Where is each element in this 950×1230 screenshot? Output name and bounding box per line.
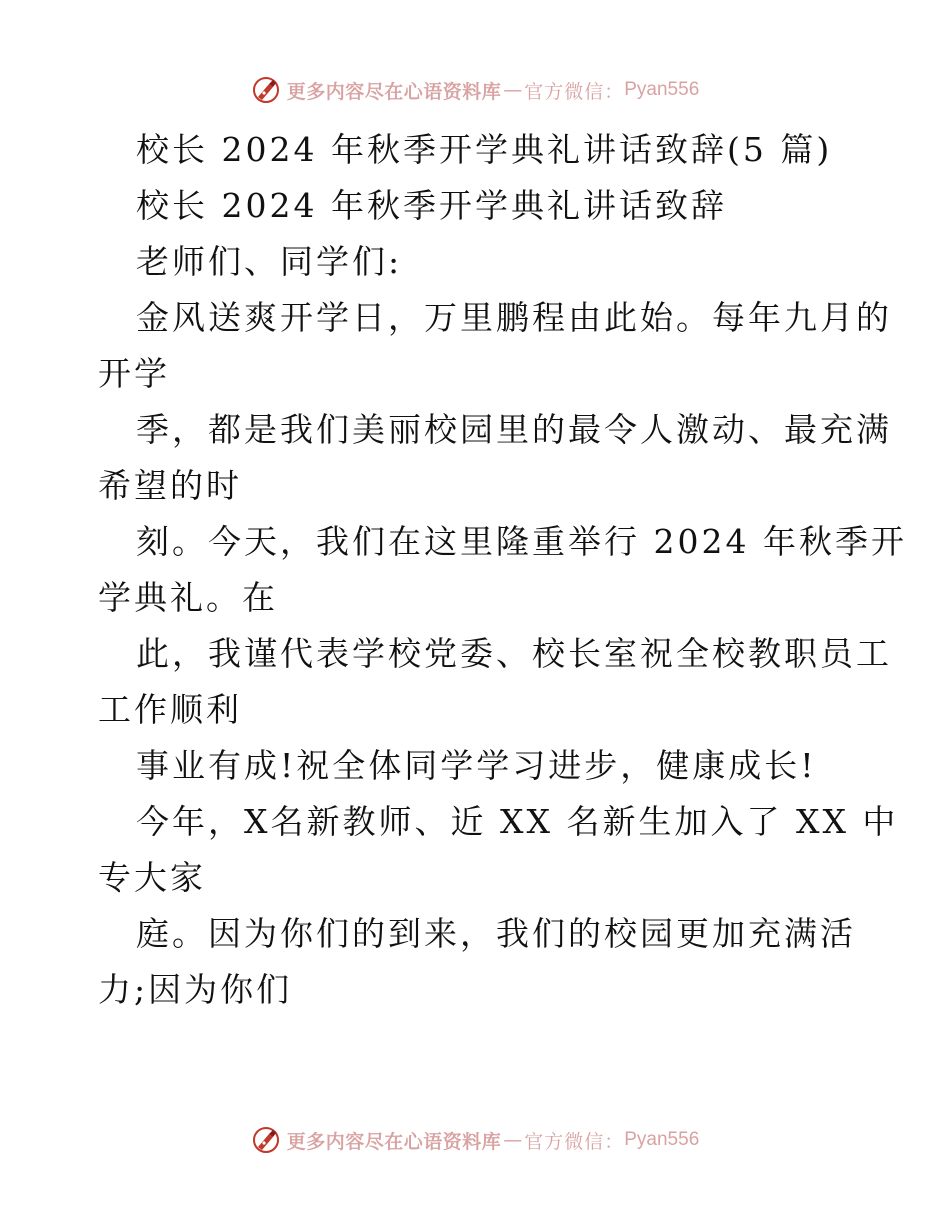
paragraph-line: 今年，X名新教师、近 XX 名新生加入了 XX 中 — [136, 802, 899, 841]
pen-nib-circle-icon — [251, 1125, 281, 1155]
footer-banner — [0, 1120, 950, 1160]
paragraph-line: 金风送爽开学日，万里鹏程由此始。每年九月的 — [136, 298, 892, 337]
paragraph-line: 庭。因为你们的到来，我们的校园更加充满活 — [136, 914, 856, 953]
paragraph-line: 工作顺利 — [98, 690, 242, 729]
banner-wechat-label: 官方微信： — [524, 1130, 625, 1153]
banner-text: 更多内容尽在心语资料库 — [286, 80, 502, 103]
paragraph-line: 希望的时 — [98, 466, 242, 505]
document-subtitle: 校长 2024 年秋季开学典礼讲话致辞 — [136, 186, 727, 225]
paragraph-line: 刻。今天，我们在这里隆重举行 2024 年秋季开 — [136, 522, 907, 561]
banner-separator: — — [503, 79, 523, 101]
greeting: 老师们、同学们: — [136, 242, 403, 281]
document-title: 校长 2024 年秋季开学典礼讲话致辞(5 篇) — [136, 130, 833, 169]
banner-separator: — — [503, 1129, 523, 1151]
document-body — [98, 122, 907, 1018]
paragraph-line: 力;因为你们 — [98, 970, 293, 1009]
paragraph-line: 开学 — [98, 354, 170, 393]
banner-wechat-id: Pyan556 — [624, 1129, 700, 1150]
header-banner — [0, 70, 950, 110]
paragraph-line: 事业有成!祝全体同学学习进步，健康成长! — [136, 746, 817, 785]
paragraph-line: 此，我谨代表学校党委、校长室祝全校教职员工 — [136, 634, 892, 673]
paragraph-line: 季，都是我们美丽校园里的最令人激动、最充满 — [136, 410, 892, 449]
paragraph-line: 专大家 — [98, 858, 206, 897]
banner-text: 更多内容尽在心语资料库 — [286, 1130, 502, 1153]
paragraph-line: 学典礼。在 — [98, 578, 278, 617]
pen-nib-circle-icon — [251, 75, 281, 105]
banner-wechat-label: 官方微信： — [524, 80, 625, 103]
banner-wechat-id: Pyan556 — [624, 79, 700, 100]
